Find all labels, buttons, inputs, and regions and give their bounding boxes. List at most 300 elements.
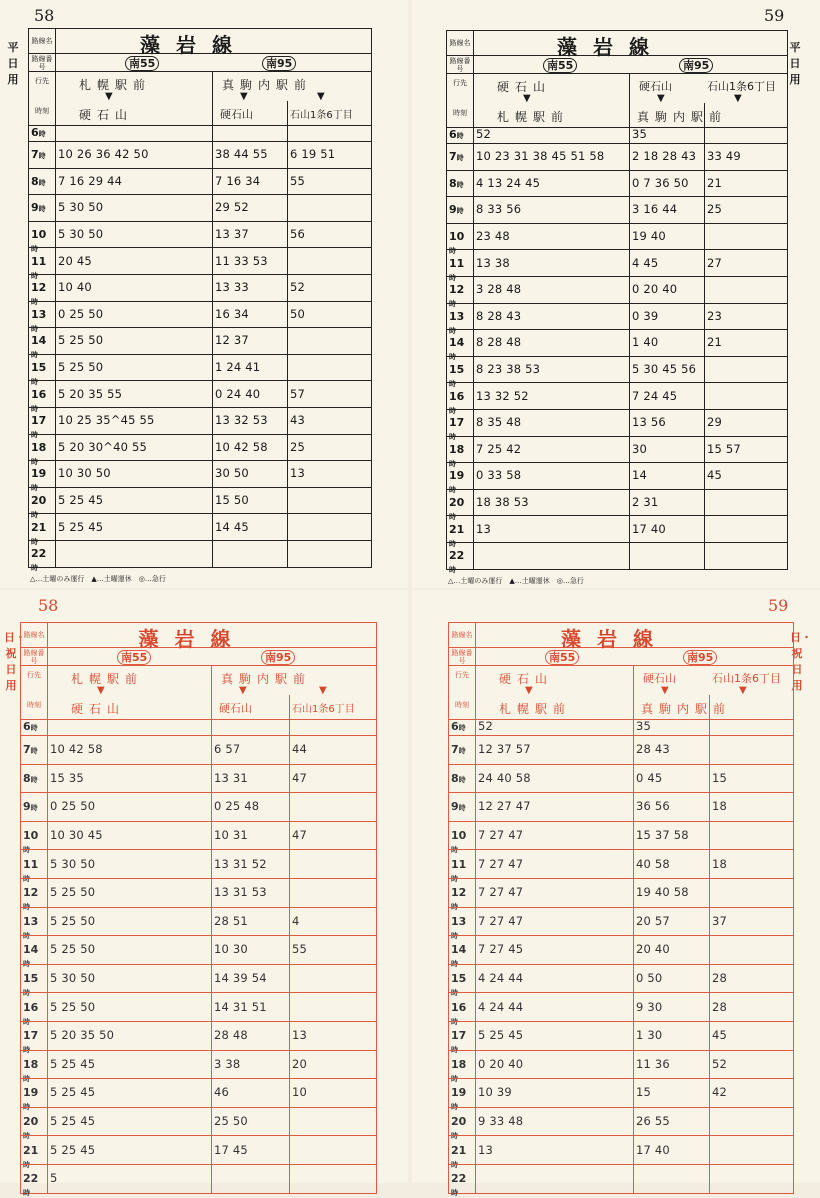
hour-row <box>29 513 371 546</box>
hour-number: 18 <box>449 442 465 456</box>
legend-saturday-off: ▲…土曜運休 <box>91 574 132 583</box>
hour-suffix: 時 <box>449 300 456 309</box>
down-arrow-icon: ▼ <box>657 93 665 104</box>
hour-number: 7 <box>449 150 457 164</box>
route-badge-55: 南55 <box>543 58 577 73</box>
departure-times: 0 25 48 <box>214 799 260 814</box>
departure-times: 12 37 57 <box>478 742 531 757</box>
hour-suffix: 時 <box>451 931 458 940</box>
hour-suffix: 時 <box>23 1103 30 1112</box>
hour-suffix: 時 <box>458 775 466 784</box>
hour-row <box>21 792 376 822</box>
departure-times: 4 45 <box>632 255 659 270</box>
hour-row <box>29 141 371 169</box>
departure-times: 28 48 <box>214 1028 248 1043</box>
destination-label: 石山1条6丁目 <box>292 704 355 715</box>
hour-row <box>449 964 793 998</box>
hour-row <box>449 719 793 735</box>
departure-times: 3 28 48 <box>476 282 522 297</box>
legend <box>30 574 166 584</box>
departure-times: 19 40 58 <box>636 885 689 900</box>
hour-label: 時刻 <box>27 701 41 709</box>
hour-suffix: 時 <box>31 511 38 520</box>
departure-times: 18 <box>712 799 728 814</box>
hour-cell <box>451 1172 473 1198</box>
hour-suffix: 時 <box>451 1074 458 1083</box>
route-name-label: 路線名 <box>23 631 45 639</box>
hour-number: 9 <box>31 201 39 215</box>
hour-row <box>449 1135 793 1169</box>
departure-times: 7 27 45 <box>478 942 524 957</box>
hour-number: 19 <box>31 467 47 481</box>
hour-suffix: 時 <box>23 1017 30 1026</box>
hour-cell <box>31 148 53 161</box>
hour-row <box>447 326 787 362</box>
hour-row <box>447 196 787 224</box>
departure-times: 0 33 58 <box>476 468 522 483</box>
hour-row <box>447 459 787 495</box>
hour-suffix: 時 <box>458 747 466 756</box>
departure-times: 13 32 52 <box>476 388 529 403</box>
departure-times: 5 25 50 <box>50 999 96 1014</box>
hour-number: 19 <box>23 1086 39 1100</box>
destination-label: 行先 <box>35 77 49 85</box>
down-arrow-icon: ▼ <box>523 93 531 104</box>
down-arrow-icon: ▼ <box>661 685 669 696</box>
hour-suffix: 時 <box>449 326 456 335</box>
hour-row <box>29 434 371 466</box>
departure-times: 28 43 <box>636 742 670 757</box>
page-number: 58 <box>34 6 55 25</box>
departure-times: 5 25 50 <box>58 333 104 348</box>
hour-row <box>21 735 376 765</box>
hour-row <box>29 537 371 573</box>
origin-label: 石山1条6丁目 <box>712 672 781 685</box>
departure-times: 5 20 35 50 <box>50 1028 115 1043</box>
departure-times: 5 25 50 <box>50 913 96 928</box>
hour-row <box>21 1078 376 1112</box>
route-name-label: 路線名 <box>451 631 473 639</box>
hour-cell <box>31 547 53 573</box>
day-type-label: 日・祝日用 <box>4 631 26 692</box>
departure-times: 30 <box>632 441 648 456</box>
hour-number: 8 <box>451 771 459 785</box>
departure-times: 17 45 <box>214 1142 248 1157</box>
hour-suffix: 時 <box>30 747 38 756</box>
hour-row <box>449 878 793 912</box>
hour-row <box>21 764 376 794</box>
hour-number: 18 <box>451 1057 467 1071</box>
departure-times: 55 <box>290 173 306 188</box>
departure-times: 5 20 35 55 <box>58 386 123 401</box>
destination-label: 札幌駅前 <box>497 110 570 124</box>
departure-times: 4 13 24 45 <box>476 175 541 190</box>
page-number: 59 <box>764 6 785 25</box>
hour-number: 10 <box>451 829 467 843</box>
departure-times: 5 30 50 <box>58 227 104 242</box>
hour-number: 6 <box>451 720 459 733</box>
departure-times: 7 25 42 <box>476 441 522 456</box>
hour-row <box>447 127 787 143</box>
departure-times: 6 57 <box>214 742 241 757</box>
departure-times: 0 50 <box>636 971 663 986</box>
departure-times: 15 57 <box>707 441 741 456</box>
hour-suffix: 時 <box>31 537 38 546</box>
origin-label: 札幌駅前 <box>71 672 144 686</box>
hour-number: 21 <box>449 522 465 536</box>
hour-row <box>447 539 787 575</box>
hour-row <box>447 223 787 256</box>
hour-suffix: 時 <box>31 245 38 254</box>
line-title: 藻岩線 <box>138 627 247 651</box>
destination-label: 札幌駅前 <box>499 702 572 716</box>
hour-row <box>447 303 787 335</box>
departure-times: 18 <box>712 856 728 871</box>
hour-suffix: 時 <box>449 486 456 495</box>
hour-number: 19 <box>451 1086 467 1100</box>
departure-times: 8 33 56 <box>476 202 522 217</box>
hour-suffix: 時 <box>23 903 30 912</box>
hour-number: 22 <box>449 549 465 563</box>
hour-suffix: 時 <box>23 846 30 855</box>
hour-number: 15 <box>23 972 39 986</box>
departure-times: 2 31 <box>632 495 659 510</box>
hour-row <box>449 792 793 822</box>
departure-times: 30 50 <box>215 466 249 481</box>
departure-times: 5 30 50 <box>50 856 96 871</box>
departure-times: 0 20 40 <box>632 282 678 297</box>
hour-suffix: 時 <box>30 775 38 784</box>
departure-times: 57 <box>290 386 306 401</box>
departure-times: 11 33 53 <box>215 253 268 268</box>
hour-number: 11 <box>23 857 39 871</box>
departure-times: 52 <box>476 127 492 141</box>
hour-row <box>29 404 371 440</box>
hour-number: 7 <box>23 743 31 757</box>
hour-suffix: 時 <box>449 566 456 575</box>
hour-number: 18 <box>31 440 47 454</box>
hour-suffix: 時 <box>23 1132 30 1141</box>
weekday-inbound-page <box>412 0 820 588</box>
route-number-label: 路線番号 <box>449 57 471 73</box>
departure-times: 10 30 50 <box>58 466 111 481</box>
departure-times: 0 7 36 50 <box>632 175 689 190</box>
departure-times: 10 31 <box>214 828 248 843</box>
hour-row <box>447 273 787 309</box>
departure-times: 0 24 40 <box>215 386 261 401</box>
departure-times: 13 56 <box>632 415 666 430</box>
route-badge-95: 南95 <box>683 650 717 665</box>
timetable <box>448 622 794 1198</box>
down-arrow-icon: ▼ <box>739 685 747 696</box>
hour-number: 22 <box>23 1172 39 1186</box>
departure-times: 13 37 <box>215 227 249 242</box>
hour-suffix: 時 <box>451 1017 458 1026</box>
hour-number: 6 <box>23 720 31 733</box>
hour-row <box>447 249 787 282</box>
hour-cell <box>449 549 471 575</box>
hour-number: 13 <box>31 307 47 321</box>
page-number: 59 <box>768 596 789 615</box>
hour-suffix: 時 <box>23 874 30 883</box>
hour-cell <box>449 150 471 163</box>
hour-suffix: 時 <box>31 351 38 360</box>
hour-cell <box>451 743 473 756</box>
departure-times: 5 25 50 <box>50 885 96 900</box>
hour-suffix: 時 <box>38 130 46 138</box>
destination-label: 硬石山 <box>219 702 252 715</box>
departure-times: 7 16 29 44 <box>58 173 123 188</box>
hour-suffix: 時 <box>23 1046 30 1055</box>
departure-times: 5 25 45 <box>50 1056 96 1071</box>
hour-row <box>449 1164 793 1198</box>
departure-times: 52 <box>478 719 494 733</box>
hour-suffix: 時 <box>31 431 38 440</box>
departure-times: 13 <box>292 1028 308 1043</box>
hour-cell <box>23 772 45 785</box>
departure-times: 14 31 51 <box>214 999 267 1014</box>
departure-times: 1 30 <box>636 1028 663 1043</box>
hour-suffix: 時 <box>458 724 466 732</box>
legend-express: ◎…急行 <box>556 576 584 585</box>
departure-times: 10 42 58 <box>50 742 103 757</box>
destination-label: 行先 <box>27 671 41 679</box>
departure-times: 4 <box>292 913 300 928</box>
departure-times: 16 34 <box>215 306 249 321</box>
hour-row <box>449 935 793 969</box>
hour-number: 11 <box>451 857 467 871</box>
departure-times: 0 39 <box>632 308 659 323</box>
down-arrow-icon: ▼ <box>105 91 113 102</box>
hour-number: 17 <box>449 416 465 430</box>
departure-times: 36 56 <box>636 799 670 814</box>
hour-cell <box>451 800 473 813</box>
hour-number: 17 <box>31 414 47 428</box>
departure-times: 10 40 <box>58 280 92 295</box>
departure-times: 13 31 53 <box>214 885 267 900</box>
hour-suffix: 時 <box>451 846 458 855</box>
hour-row <box>29 221 371 254</box>
hour-row <box>21 821 376 855</box>
hour-suffix: 時 <box>451 1160 458 1169</box>
hour-cell <box>451 772 473 785</box>
hour-number: 17 <box>23 1029 39 1043</box>
departure-times: 45 <box>712 1028 728 1043</box>
departure-times: 35 <box>636 719 652 733</box>
departure-times: 13 33 <box>215 280 249 295</box>
hour-row <box>21 907 376 940</box>
hour-row <box>449 1078 793 1112</box>
hour-number: 14 <box>31 334 47 348</box>
departure-times: 10 23 31 38 45 51 58 <box>476 149 605 164</box>
departure-times: 23 48 <box>476 229 510 244</box>
departure-times: 28 <box>712 999 728 1014</box>
departure-times: 14 39 54 <box>214 971 267 986</box>
hour-number: 11 <box>449 256 465 270</box>
departure-times: 20 57 <box>636 913 670 928</box>
hour-row <box>21 878 376 912</box>
departure-times: 7 27 47 <box>478 885 524 900</box>
hour-label: 時刻 <box>35 107 49 115</box>
departure-times: 56 <box>290 227 306 242</box>
route-name-label: 路線名 <box>449 39 471 47</box>
hour-row <box>449 907 793 940</box>
hour-suffix: 時 <box>23 1160 30 1169</box>
timetable <box>28 28 372 573</box>
hour-suffix: 時 <box>451 1103 458 1112</box>
departure-times: 27 <box>707 255 723 270</box>
departure-times: 42 <box>712 1085 728 1100</box>
hour-suffix: 時 <box>31 324 38 333</box>
hour-number: 13 <box>23 914 39 928</box>
hour-suffix: 時 <box>449 273 456 282</box>
hour-suffix: 時 <box>30 804 38 813</box>
hour-row <box>449 764 793 794</box>
departure-times: 15 50 <box>215 493 249 508</box>
route-badge-95: 南95 <box>261 650 295 665</box>
hour-row <box>449 1021 793 1055</box>
departure-times: 47 <box>292 828 308 843</box>
route-badge-55: 南55 <box>545 650 579 665</box>
hour-suffix: 時 <box>38 152 46 161</box>
hour-cell <box>31 126 53 139</box>
hour-row <box>21 964 376 998</box>
departure-times: 13 31 <box>214 770 248 785</box>
departure-times: 10 30 45 <box>50 828 103 843</box>
origin-label: 札幌駅前 <box>79 78 152 92</box>
departure-times: 12 37 <box>215 333 249 348</box>
departure-times: 6 19 51 <box>290 147 336 162</box>
route-name-label: 路線名 <box>31 37 53 45</box>
hour-suffix: 時 <box>31 484 38 493</box>
hour-suffix: 時 <box>38 205 46 214</box>
hour-row <box>21 1021 376 1055</box>
header-line <box>21 665 376 666</box>
hour-row <box>29 301 371 333</box>
route-badge-95: 南95 <box>679 58 713 73</box>
destination-label: 行先 <box>453 79 467 87</box>
departure-times: 29 52 <box>215 200 249 215</box>
departure-times: 44 <box>292 742 308 757</box>
departure-times: 17 40 <box>632 521 666 536</box>
hour-number: 14 <box>449 336 465 350</box>
departure-times: 13 <box>476 521 492 536</box>
hour-number: 16 <box>449 389 465 403</box>
hour-suffix: 時 <box>31 298 38 307</box>
hour-row <box>29 457 371 493</box>
departure-times: 5 25 50 <box>58 360 104 375</box>
hour-row <box>449 849 793 883</box>
hour-cell <box>23 743 45 756</box>
departure-times: 7 27 47 <box>478 913 524 928</box>
hour-number: 14 <box>23 943 39 957</box>
departure-times: 5 25 45 <box>50 1085 96 1100</box>
down-arrow-icon: ▼ <box>97 685 105 696</box>
hour-number: 15 <box>31 361 47 375</box>
hour-suffix: 時 <box>456 132 464 140</box>
hour-row <box>29 487 371 520</box>
departure-times: 52 <box>712 1056 728 1071</box>
hour-row <box>29 354 371 387</box>
departure-times: 50 <box>290 306 306 321</box>
departure-times: 0 20 40 <box>478 1056 524 1071</box>
departure-times: 13 31 52 <box>214 856 267 871</box>
hour-suffix: 時 <box>31 404 38 413</box>
origin-label: 石山1条6丁目 <box>707 80 776 93</box>
hour-number: 8 <box>31 174 39 188</box>
hour-number: 9 <box>449 203 457 217</box>
down-arrow-icon: ▼ <box>239 685 247 696</box>
hour-cell <box>449 128 471 141</box>
route-number-label: 路線番号 <box>451 649 473 665</box>
departure-times: 5 25 45 <box>50 1114 96 1129</box>
hour-suffix: 時 <box>449 406 456 415</box>
hour-number: 7 <box>451 743 459 757</box>
hour-suffix: 時 <box>31 378 38 387</box>
legend-express: ◎…急行 <box>138 574 166 583</box>
departure-times: 8 35 48 <box>476 415 522 430</box>
hour-number: 15 <box>449 363 465 377</box>
hour-row <box>449 992 793 1026</box>
hour-cell <box>31 175 53 188</box>
down-arrow-icon: ▼ <box>319 685 327 696</box>
day-type-label: 平日用 <box>789 41 801 86</box>
departure-times: 55 <box>292 942 308 957</box>
down-arrow-icon: ▼ <box>317 91 325 102</box>
line-title: 藻岩線 <box>557 35 665 59</box>
route-number-label: 路線番号 <box>23 649 45 665</box>
header-line <box>29 71 371 72</box>
hour-row <box>21 1050 376 1083</box>
origin-label: 真駒内駅前 <box>221 672 312 686</box>
departure-times: 26 55 <box>636 1114 670 1129</box>
departure-times: 5 30 45 56 <box>632 362 697 377</box>
hour-row <box>447 436 787 468</box>
departure-times: 13 <box>290 466 306 481</box>
departure-times: 17 40 <box>636 1142 670 1157</box>
hour-number: 12 <box>31 281 47 295</box>
hour-number: 10 <box>23 829 39 843</box>
departure-times: 46 <box>214 1085 230 1100</box>
hour-number: 11 <box>31 254 47 268</box>
departure-times: 15 <box>636 1085 652 1100</box>
hour-number: 12 <box>449 283 465 297</box>
departure-times: 19 40 <box>632 229 666 244</box>
hour-row <box>21 1107 376 1141</box>
departure-times: 35 <box>632 127 648 141</box>
hour-row <box>29 247 371 280</box>
hour-row <box>449 1107 793 1141</box>
departure-times: 37 <box>712 913 728 928</box>
hour-suffix: 時 <box>449 353 456 362</box>
departure-times: 3 16 44 <box>632 202 678 217</box>
departure-times: 40 58 <box>636 856 670 871</box>
line-title: 藻岩線 <box>140 33 248 57</box>
hour-number: 6 <box>31 126 39 139</box>
hour-suffix: 時 <box>449 380 456 389</box>
departure-times: 21 <box>707 335 723 350</box>
departure-times: 7 27 47 <box>478 828 524 843</box>
departure-times: 13 38 <box>476 255 510 270</box>
departure-times: 5 25 50 <box>50 942 96 957</box>
hour-suffix: 時 <box>449 539 456 548</box>
down-arrow-icon: ▼ <box>525 685 533 696</box>
departure-times: 5 20 30^40 55 <box>58 439 148 454</box>
departure-times: 12 27 47 <box>478 799 531 814</box>
departure-times: 24 40 58 <box>478 770 531 785</box>
departure-times: 10 30 <box>214 942 248 957</box>
hour-row <box>21 849 376 883</box>
